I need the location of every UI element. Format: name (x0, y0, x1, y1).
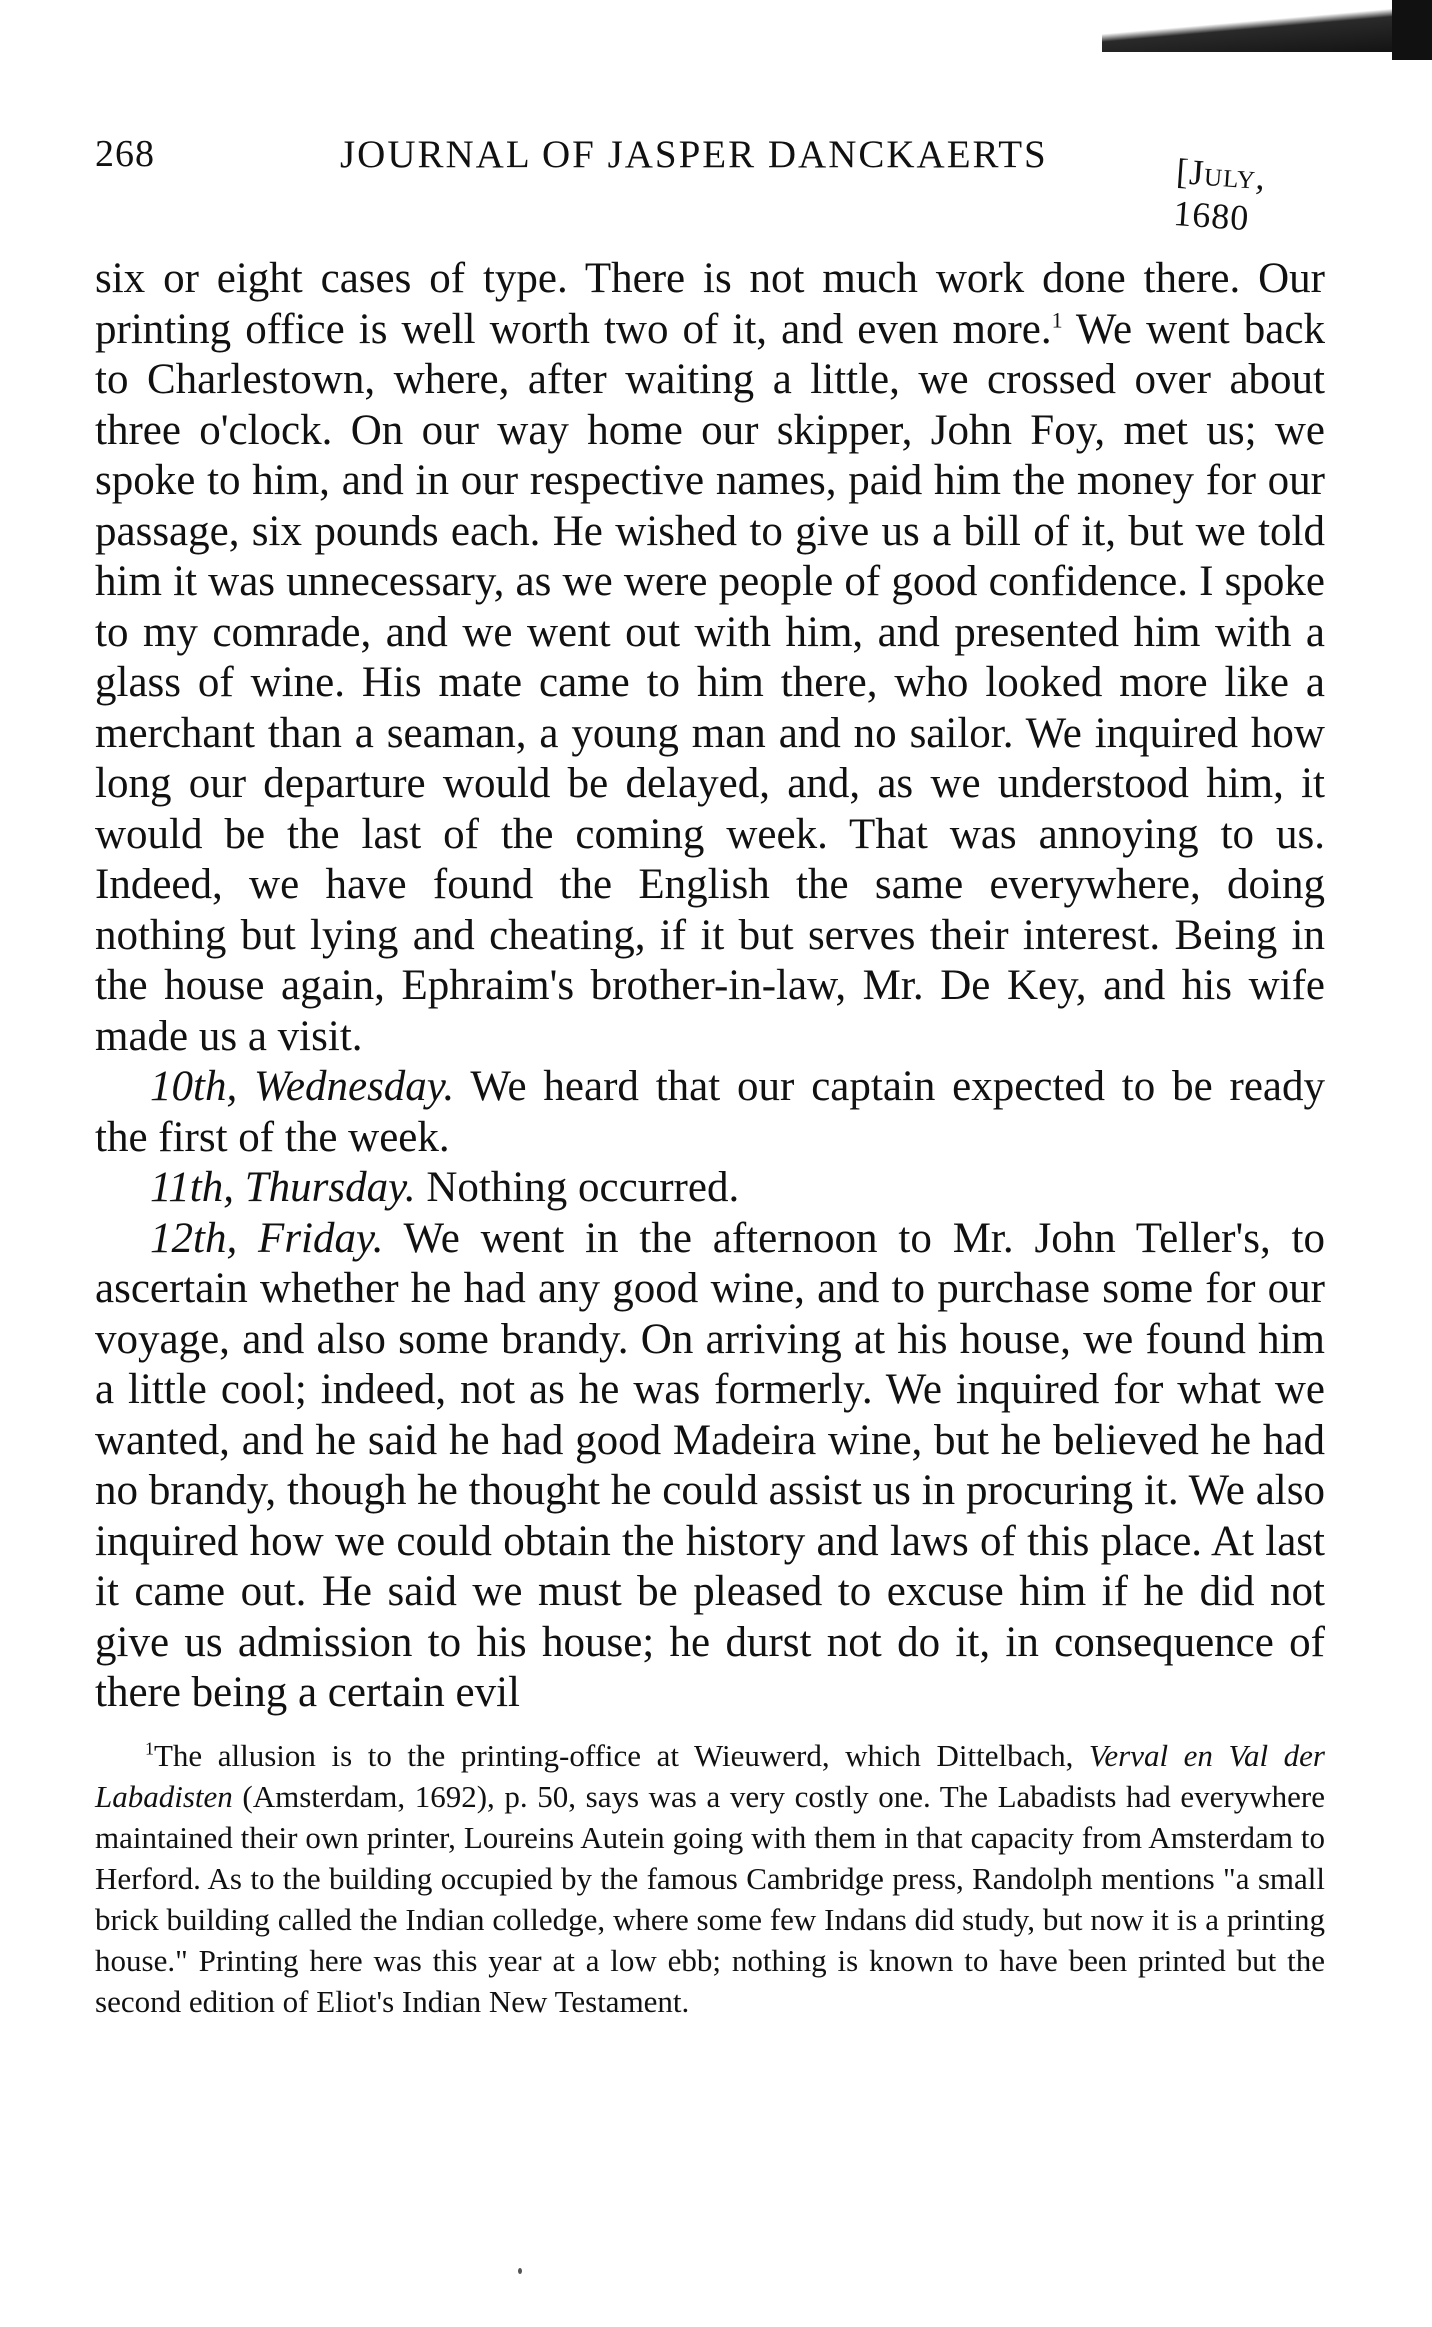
entry-date-10th: 10th, Wednesday. (150, 1063, 455, 1110)
footnote-marker: 1 (145, 1738, 154, 1759)
page-number: 268 (95, 133, 155, 175)
footnote (95, 1735, 1325, 2022)
scan-shadow-edge (1102, 0, 1432, 52)
footnote-text-a: The allusion is to the printing-office at Wieuwerd, which Dittelbach, (154, 1737, 1089, 1773)
entry-text-12th: We went in the afternoon to Mr. John Teller's, to ascertain whether he had any good wine, and to purchase some for our voyage, and also some brandy. On arriving at his house, we found him a little cool; indeed, not as he was formerly. We inquired for what we wanted, and he said he had good Madeira wine, but he believed he had no brandy, though he thought he could assist us in procuring it. We also inquired how we could obtain the history and laws of this place. At last it came out. He said we must be pleased to excuse him if he did not give us admission to his house; he durst not do it, in consequence of there being a certain evil (95, 1214, 1325, 1716)
scan-speck (518, 2268, 522, 2274)
paragraph-continuation (95, 254, 1325, 1062)
footnote-reference: 1 (1051, 307, 1063, 333)
entry-text-11th: Nothing occurred. (415, 1164, 740, 1211)
diary-entry-10th (95, 1062, 1325, 1163)
paragraph-1-part-a: six or eight cases of type. There is not much work done there. Our printing office is well worth two of it, and even more. (95, 255, 1325, 353)
footnote-1 (95, 1735, 1325, 2022)
book-page (95, 128, 1335, 2022)
running-head (95, 128, 1335, 239)
diary-entry-11th (95, 1163, 1325, 1214)
body-text (95, 254, 1325, 1719)
running-head-date: [July, 1680 (1172, 151, 1268, 239)
entry-date-11th: 11th, Thursday. (150, 1164, 416, 1211)
paragraph-1-part-b: We went back to Charlestown, where, after waiting a little, we crossed over about three o'clock. On our way home our skipper, John Foy, met us; we spoke to him, and in our respective names, paid him the money for our passage, six pounds each. He wished to give us a bill of it, but we told him it was unnecessary, as we were people of good confidence. I spoke to my comrade, and we went out with him, and presented him with a glass of wine. His mate came to him there, who looked more like a merchant than a seaman, a young man and no sailor. We inquired how long our departure would be delayed, and, as we understood him, it would be the last of the coming week. That was annoying to us. Indeed, we have found the English the same everywhere, doing nothing but lying and cheating, if it but serves their interest. Being in the house again, Ephraim's brother-in-law, Mr. De Key, and his wife made us a visit. (95, 305, 1325, 1060)
entry-date-12th: 12th, Friday. (150, 1214, 384, 1262)
footnote-text-b: (Amsterdam, 1692), p. 50, says was a very costly one. The Labadists had everywhere maintained their own printer, Loureins Autein going with them in that capacity from Amsterdam to Herford. As to the building occupied by the famous Cambridge press, Randolph mentions "a small brick building called the Indian colledge, where some few Indans did study, but now it is a printing house." Printing here was this year at a low ebb; nothing is known to have been printed but the second edition of Eliot's Indian New Testament. (95, 1778, 1325, 2019)
footnote-book-title: Verval en Val der Labadisten (95, 1737, 1325, 1814)
entry-text-10th: We heard that our captain expected to be ready the first of the week. (95, 1063, 1326, 1161)
diary-entry-12th (95, 1214, 1325, 1719)
scan-shadow-corner (1392, 0, 1432, 60)
running-head-title: JOURNAL OF JASPER DANCKAERTS (340, 133, 1048, 176)
